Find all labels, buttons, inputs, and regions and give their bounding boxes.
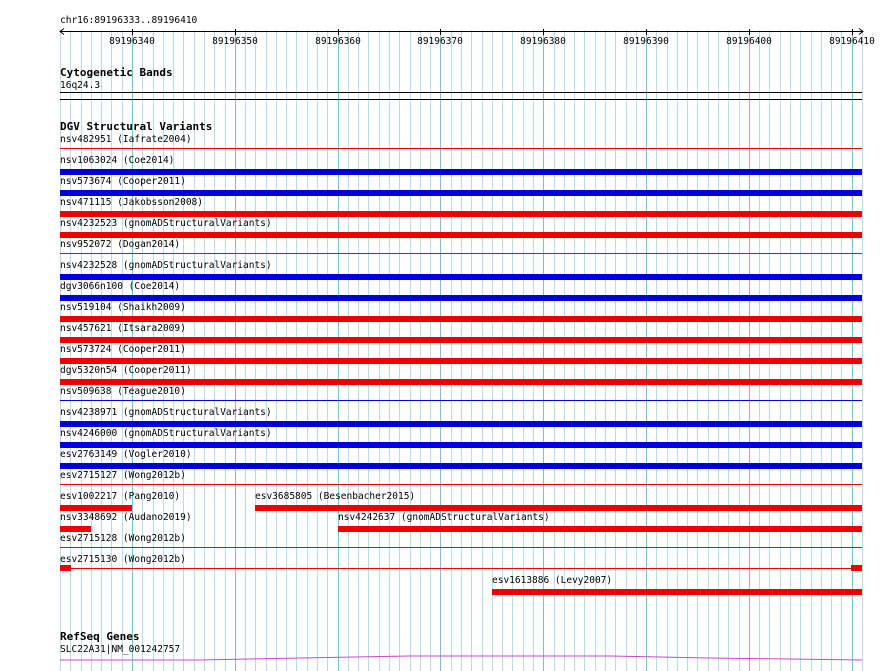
variant-line[interactable] [60, 148, 862, 149]
variant-line[interactable] [60, 400, 862, 401]
variant-label[interactable]: nsv471115 (Jakobsson2008) [60, 197, 203, 208]
variant-label[interactable]: nsv482951 (Iafrate2004) [60, 134, 192, 145]
variant-label[interactable]: esv2715130 (Wong2012b) [60, 554, 186, 565]
dgv-track-title: DGV Structural Variants [60, 120, 213, 133]
variant-bar[interactable] [60, 274, 862, 280]
variant-label[interactable]: nsv952072 (Dogan2014) [60, 239, 181, 250]
variant-bar[interactable] [60, 526, 91, 532]
variant-label[interactable]: dgv5320n54 (Cooper2011) [60, 365, 192, 376]
variant-bar[interactable] [60, 358, 862, 364]
variant-bar[interactable] [60, 232, 862, 238]
variant-line[interactable] [60, 253, 862, 254]
variant-bar[interactable] [60, 442, 862, 448]
variant-label[interactable]: esv2715127 (Wong2012b) [60, 470, 186, 481]
variant-bar[interactable] [60, 211, 862, 217]
variant-bar[interactable] [60, 190, 862, 196]
variant-label[interactable]: esv3685805 (Besenbacher2015) [255, 491, 416, 502]
gene-intron-line[interactable] [60, 656, 862, 660]
location-label: chr16:89196333..89196410 [60, 15, 198, 26]
variant-bar[interactable] [492, 589, 862, 595]
variant-label[interactable]: esv2763149 (Vogler2010) [60, 449, 192, 460]
variant-label[interactable]: nsv4232528 (gnomADStructuralVariants) [60, 260, 272, 271]
variant-bar[interactable] [60, 505, 132, 511]
variant-label[interactable]: nsv3348692 (Audano2019) [60, 512, 192, 523]
variant-label[interactable]: esv1613886 (Levy2007) [492, 575, 613, 586]
variant-label[interactable]: nsv573674 (Cooper2011) [60, 176, 186, 187]
variant-label[interactable]: nsv519104 (Shaikh2009) [60, 302, 186, 313]
variant-label[interactable]: nsv509638 (Teague2010) [60, 386, 186, 397]
variant-bar[interactable] [60, 316, 862, 322]
variant-bar[interactable] [60, 379, 862, 385]
ruler-tick-label: 89196390 [623, 36, 669, 47]
variant-bar[interactable] [60, 169, 862, 175]
ruler-tick-label: 89196360 [315, 36, 361, 47]
ruler-tick-label: 89196400 [726, 36, 772, 47]
variant-line[interactable] [60, 547, 862, 548]
variant-bar[interactable] [255, 505, 862, 511]
variant-label[interactable]: dgv3066n100 (Coe2014) [60, 281, 181, 292]
variant-label[interactable]: nsv4232523 (gnomADStructuralVariants) [60, 218, 272, 229]
variant-label[interactable]: nsv457621 (Itsara2009) [60, 323, 186, 334]
ruler-tick-label: 89196350 [212, 36, 258, 47]
ruler-tick-label: 89196410 [829, 36, 875, 47]
variant-label[interactable]: nsv573724 (Cooper2011) [60, 344, 186, 355]
variant-label[interactable]: nsv4238971 (gnomADStructuralVariants) [60, 407, 272, 418]
variant-bar[interactable] [60, 337, 862, 343]
variant-line[interactable] [60, 484, 862, 485]
gene-label[interactable]: SLC22A31|NM_001242757 [60, 644, 181, 655]
variant-label[interactable]: nsv4246000 (gnomADStructuralVariants) [60, 428, 272, 439]
variant-bar[interactable] [338, 526, 862, 532]
gene-model[interactable] [0, 650, 890, 671]
variant-line[interactable] [60, 568, 862, 569]
variant-bar[interactable] [60, 463, 862, 469]
variant-bar[interactable] [60, 421, 862, 427]
variant-label[interactable]: esv1002217 (Pang2010) [60, 491, 181, 502]
cytoband-line [60, 92, 862, 93]
variant-label[interactable]: nsv4242637 (gnomADStructuralVariants) [338, 512, 550, 523]
variant-label[interactable]: esv2715128 (Wong2012b) [60, 533, 186, 544]
cytoband-track-title: Cytogenetic Bands [60, 66, 173, 79]
cytoband-line [60, 99, 862, 100]
variant-exon[interactable] [60, 565, 71, 571]
variant-bar[interactable] [60, 295, 862, 301]
ruler-tick-label: 89196340 [109, 36, 155, 47]
refseq-track-title: RefSeq Genes [60, 630, 140, 643]
cytoband-label[interactable]: 16q24.3 [60, 80, 101, 91]
variant-exon[interactable] [851, 565, 862, 571]
variant-label[interactable]: nsv1063024 (Coe2014) [60, 155, 175, 166]
ruler-tick-label: 89196380 [520, 36, 566, 47]
ruler-tick-label: 89196370 [417, 36, 463, 47]
